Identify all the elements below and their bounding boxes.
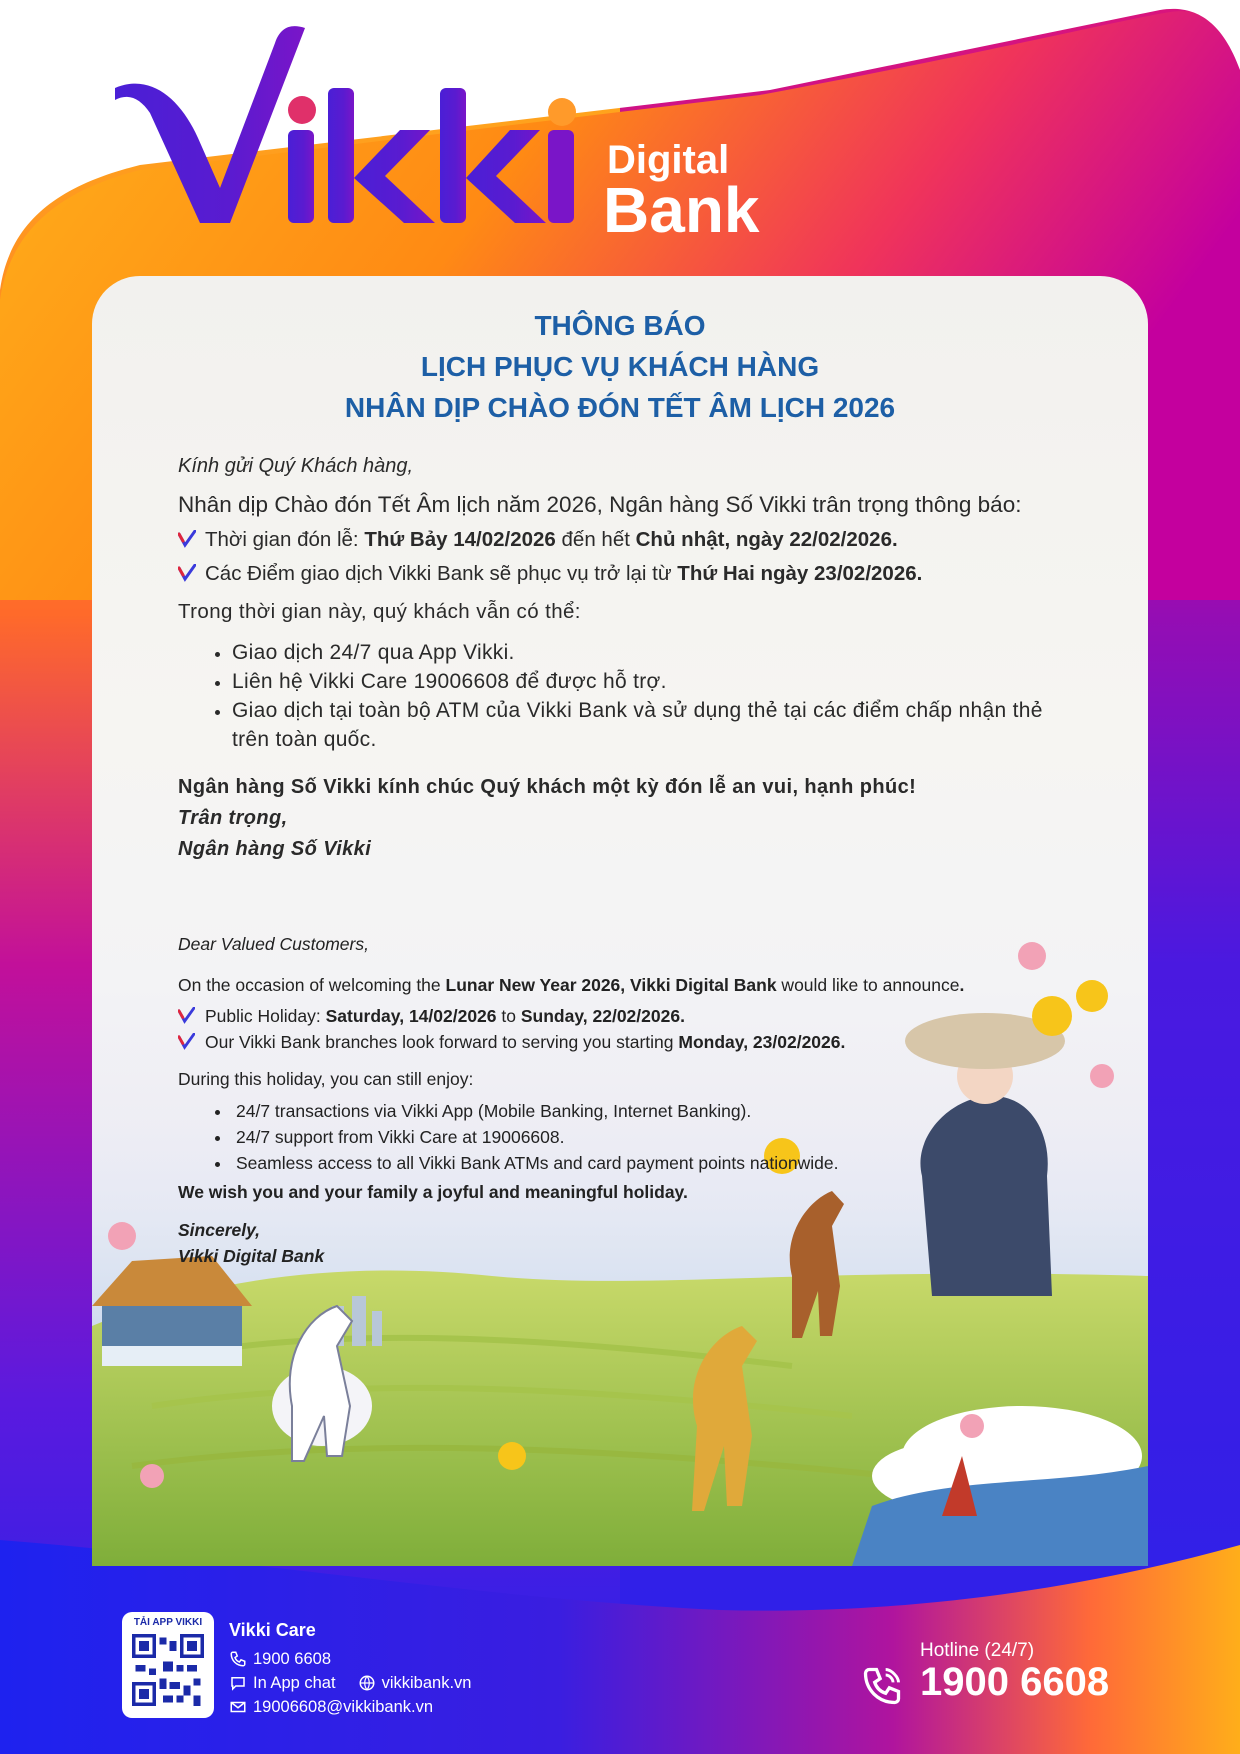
en-sign-bank: Vikki Digital Bank [178, 1246, 325, 1266]
website-link[interactable]: vikkibank.vn [381, 1673, 472, 1692]
vn-wish: Ngân hàng Số Vikki kính chúc Quý khách một kỳ đón lễ an vui, hạnh phúc! [178, 776, 917, 798]
vn-bullet-list [178, 638, 1058, 754]
en-bullet-item: • Seamless access to all Vikki Bank ATMs and card payment points nationwide. [232, 1150, 1078, 1176]
en-intro-a: On the occasion of welcoming the [178, 975, 446, 995]
en-sign-regards: Sincerely, [178, 1220, 261, 1240]
qr-label: TẢI APP VIKKI [133, 1617, 203, 1628]
check-icon [178, 1007, 195, 1024]
english-notice [178, 934, 1078, 1269]
globe-icon [358, 1674, 376, 1692]
vn-check1-end: Chủ nhật, ngày 22/02/2026. [635, 528, 898, 551]
vn-bullet-item: • Liên hệ Vikki Care 19006608 để được hỗ trợ. [232, 667, 1058, 696]
en-check1-end: Sunday, 22/02/2026. [520, 1006, 685, 1026]
title-line-1: THÔNG BÁO [534, 310, 706, 341]
en-check2-text: Our Vikki Bank branches look forward to serving you starting [205, 1032, 679, 1052]
en-bullet-item: • 24/7 support from Vikki Care at 19006608. [232, 1124, 1078, 1150]
title-line-2: LỊCH PHỤC VỤ KHÁCH HÀNG [420, 351, 820, 382]
en-during: During this holiday, you can still enjoy: [178, 1069, 474, 1089]
hotline-label: Hotline (24/7) [920, 1640, 1035, 1661]
en-bullet-item: • 24/7 transactions via Vikki App (Mobile Banking, Internet Banking). [232, 1098, 1078, 1124]
care-title: Vikki Care [229, 1620, 316, 1640]
vn-check2-text: Các Điểm giao dịch Vikki Bank sẽ phục vụ trở lại từ [205, 562, 678, 585]
en-check2-date: Monday, 23/02/2026. [678, 1032, 846, 1052]
phone-icon [860, 1664, 904, 1708]
vn-check-list [178, 528, 1058, 586]
care-email-row[interactable] [229, 1695, 471, 1719]
vn-greeting: Kính gửi Quý Khách hàng, [178, 455, 414, 477]
vn-sign-bank: Ngân hàng Số Vikki [178, 838, 372, 860]
en-check1-start: Saturday, 14/02/2026 [325, 1006, 497, 1026]
vn-check1-until: đến hết [555, 528, 636, 551]
vietnamese-notice [178, 455, 1058, 865]
check-icon [178, 530, 196, 548]
qr-code-icon [132, 1634, 204, 1706]
care-chat-row [229, 1671, 471, 1695]
care-chat[interactable]: In App chat [253, 1673, 336, 1692]
vikki-wordmark-icon [110, 18, 580, 228]
vn-intro: Nhân dịp Chào đón Tết Âm lịch năm 2026, Ngân hàng Số Vikki trân trọng thông báo: [178, 492, 1022, 517]
en-greeting: Dear Valued Customers, [178, 934, 369, 954]
en-intro-d: . [959, 975, 965, 995]
vn-bullet-item: • Giao dịch 24/7 qua App Vikki. [232, 638, 1058, 667]
vn-check1-start: Thứ Bảy 14/02/2026 [364, 528, 556, 551]
care-phone: 1900 6608 [253, 1649, 331, 1668]
en-intro-b: Lunar New Year 2026, Vikki Digital Bank [445, 975, 777, 995]
check-icon [178, 564, 196, 582]
care-phone-row[interactable] [229, 1647, 471, 1671]
title-line-3: NHÂN DỊP CHÀO ĐÓN TẾT ÂM LỊCH 2026 [344, 392, 896, 423]
hotline-number[interactable]: 1900 6608 [920, 1660, 1110, 1704]
vn-check-item [178, 562, 1058, 586]
care-email: 19006608@vikkibank.vn [253, 1697, 434, 1716]
en-bullet-list [178, 1098, 1078, 1176]
phone-icon [229, 1650, 247, 1668]
en-wish: We wish you and your family a joyful and meaningful holiday. [178, 1182, 688, 1202]
en-check-list [178, 1006, 1078, 1053]
vn-bullet-item: • Giao dịch tại toàn bộ ATM của Vikki Bank và sử dụng thẻ tại các điểm chấp nhận thẻ trên toàn quốc. [232, 696, 1058, 754]
vn-check2-date: Thứ Hai ngày 23/02/2026. [677, 562, 923, 585]
logo-bank-text: Bank [603, 174, 760, 246]
app-download-qr[interactable] [122, 1612, 214, 1718]
en-check-item [178, 1032, 1078, 1053]
notice-title [92, 305, 1148, 428]
check-icon [178, 1033, 195, 1050]
vn-check1-text: Thời gian đón lễ: [205, 528, 365, 551]
vikki-care-contacts [229, 1620, 471, 1719]
en-check1-to: to [496, 1006, 521, 1026]
logo-digital-text: Digital [607, 138, 730, 182]
en-check1-text: Public Holiday: [205, 1006, 326, 1026]
vikki-logo [110, 18, 760, 246]
vn-check-item [178, 528, 1058, 552]
vn-sign-regards: Trân trọng, [178, 807, 288, 829]
en-intro-c: would like to announce [776, 975, 960, 995]
vn-during: Trong thời gian này, quý khách vẫn có thể: [178, 600, 581, 623]
chat-icon [229, 1674, 247, 1692]
en-intro [178, 975, 1078, 996]
care-website[interactable] [358, 1674, 472, 1693]
en-check-item [178, 1006, 1078, 1027]
mail-icon [229, 1698, 247, 1716]
